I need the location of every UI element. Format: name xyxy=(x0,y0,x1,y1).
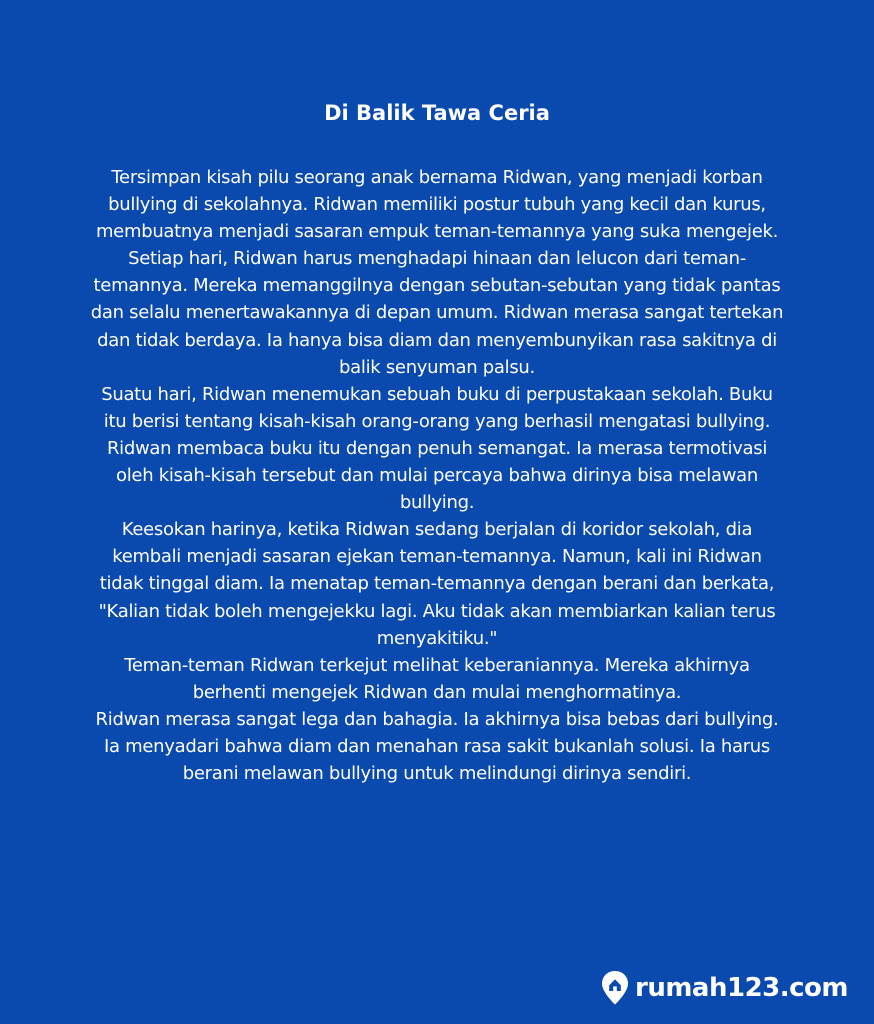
location-pin-icon xyxy=(600,969,630,1007)
story-paragraph: Setiap hari, Ridwan harus menghadapi hinaan dan lelucon dari teman-temannya. Mereka memanggilnya dengan sebutan-sebutan yang tidak pantas dan selalu menertawakannya di depan umum. Ridwan merasa sangat tertekan dan tidak berdaya. Ia hanya bisa diam dan menyembunyikan rasa sakitnya di balik senyuman palsu. xyxy=(90,248,784,378)
story-paragraph: Teman-teman Ridwan terkejut melihat keberaniannya. Mereka akhirnya berhenti mengejek Ridwan dan mulai menghormatinya. xyxy=(124,654,750,703)
brand-name: rumah123.com xyxy=(635,973,848,1003)
story-title: Di Balik Tawa Ceria xyxy=(324,101,550,125)
story-paragraph: Ridwan merasa sangat lega dan bahagia. Ia akhirnya bisa bebas dari bullying. Ia menyadari bahwa diam dan menahan rasa sakit bukanlah solusi. Ia harus berani melawan bullying untuk melindungi dirinya sendiri. xyxy=(95,708,779,785)
brand-logo xyxy=(600,966,848,1010)
story-paragraph: Tersimpan kisah pilu seorang anak bernama Ridwan, yang menjadi korban bullying di sekolahnya. Ridwan memiliki postur tubuh yang kecil dan kurus, membuatnya menjadi sasaran empuk teman-temannya yang suka mengejek. xyxy=(95,167,779,243)
story-body xyxy=(90,164,784,787)
story-paragraph: Keesokan harinya, ketika Ridwan sedang berjalan di koridor sekolah, dia kembali menjadi sasaran ejekan teman-temannya. Namun, kali ini Ridwan tidak tinggal diam. Ia menatap teman-temannya dengan berani dan berkata, "Kalian tidak boleh mengejekku lagi. Aku tidak akan membiarkan kalian terus menyakitiku." xyxy=(98,519,776,649)
story-paragraph: Suatu hari, Ridwan menemukan sebuah buku di perpustakaan sekolah. Buku itu berisi tentang kisah-kisah orang-orang yang berhasil mengatasi bullying. Ridwan membaca buku itu dengan penuh semangat. Ia merasa termotivasi oleh kisah-kisah tersebut dan mulai percaya bahwa dirinya bisa melawan bullying. xyxy=(101,383,773,514)
